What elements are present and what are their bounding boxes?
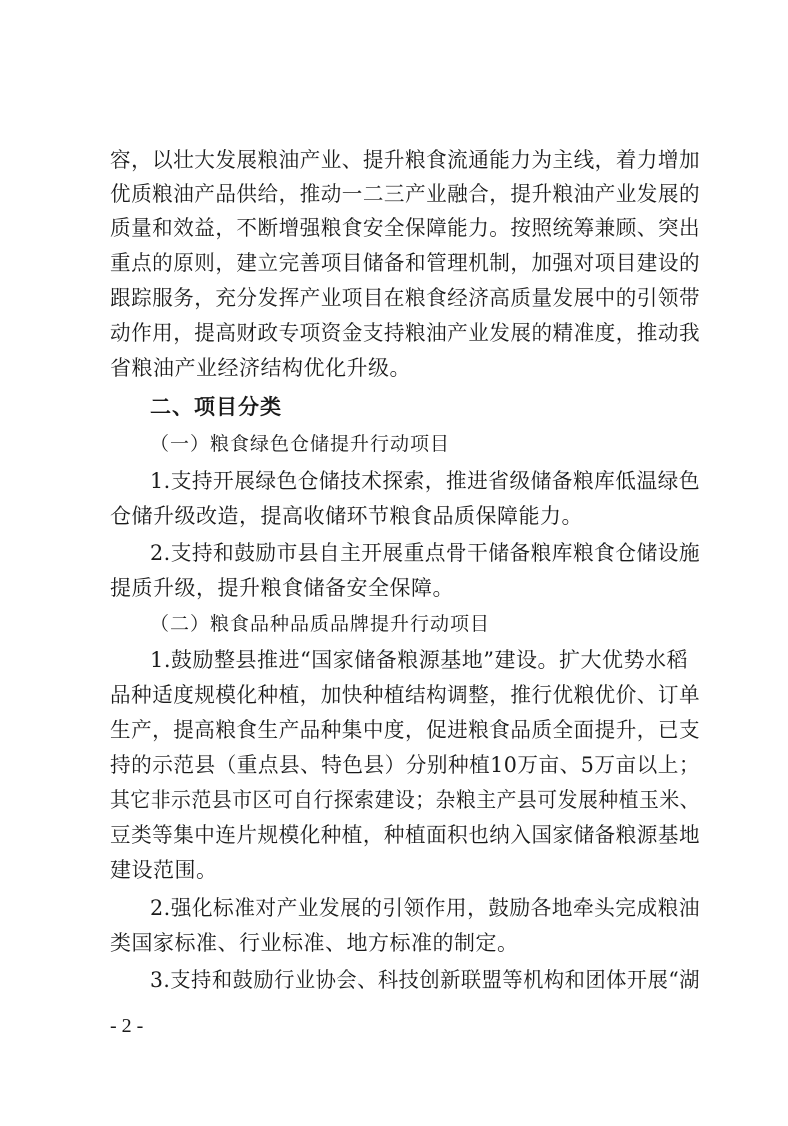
list-item-line: 仓储升级改造，提高收储环节粮食品质保障能力。: [110, 504, 583, 528]
paragraph-line: 容，以壮大发展粮油产业、提升粮食流通能力为主线，着力增加: [110, 148, 701, 172]
list-item-line: 其它非示范县市区可自行探索建设；杂粮主产县可发展种植玉米、: [110, 788, 701, 812]
subsection-heading: （一）粮食绿色仓储提升行动项目: [150, 433, 451, 455]
subsection-heading: （二）粮食品种品质品牌提升行动项目: [150, 613, 491, 635]
paragraph-line: 质量和效益，不断增强粮食安全保障能力。按照统筹兼顾、突出: [110, 216, 701, 240]
paragraph-line: 跟踪服务，充分发挥产业项目在粮食经济高质量发展中的引领带: [110, 286, 701, 310]
list-item-line: 1.鼓励整县推进“国家储备粮源基地”建设。扩大优势水稻: [150, 648, 689, 672]
list-item-line: 3.支持和鼓励行业协会、科技创新联盟等机构和团体开展“湖: [150, 968, 701, 992]
list-item-line: 1.支持开展绿色仓储技术探索，推进省级储备粮库低温绿色: [150, 469, 701, 493]
list-item-line: 2.支持和鼓励市县自主开展重点骨干储备粮库粮食仓储设施: [150, 541, 701, 565]
list-item-line: 生产，提高粮食生产品种集中度，促进粮食品质全面提升，已支: [110, 718, 701, 742]
paragraph-line: 重点的原则，建立完善项目储备和管理机制，加强对项目建设的: [110, 251, 701, 275]
list-item-line: 品种适度规模化种植，加快种植结构调整，推行优粮优价、订单: [110, 683, 701, 707]
list-item-line: 持的示范县（重点县、特色县）分别种植10万亩、5万亩以上；: [110, 753, 701, 777]
paragraph-line: 省粮油产业经济结构优化升级。: [110, 356, 411, 380]
list-item-line: 建设范围。: [110, 858, 218, 882]
list-item-line: 类国家标准、行业标准、地方标准的制定。: [110, 931, 519, 955]
paragraph-line: 优质粮油产品供给，推动一二三产业融合，提升粮油产业发展的: [110, 182, 701, 206]
list-item-line: 提质升级，提升粮食储备安全保障。: [110, 576, 454, 600]
section-heading: 二、项目分类: [150, 395, 282, 419]
list-item-line: 2.强化标准对产业发展的引领作用，鼓励各地牵头完成粮油: [150, 896, 701, 920]
paragraph-line: 动作用，提高财政专项资金支持粮油产业发展的精准度，推动我: [110, 321, 701, 345]
page-number: - 2 -: [110, 1015, 144, 1037]
list-item-line: 豆类等集中连片规模化种植，种植面积也纳入国家储备粮源基地: [110, 823, 701, 847]
